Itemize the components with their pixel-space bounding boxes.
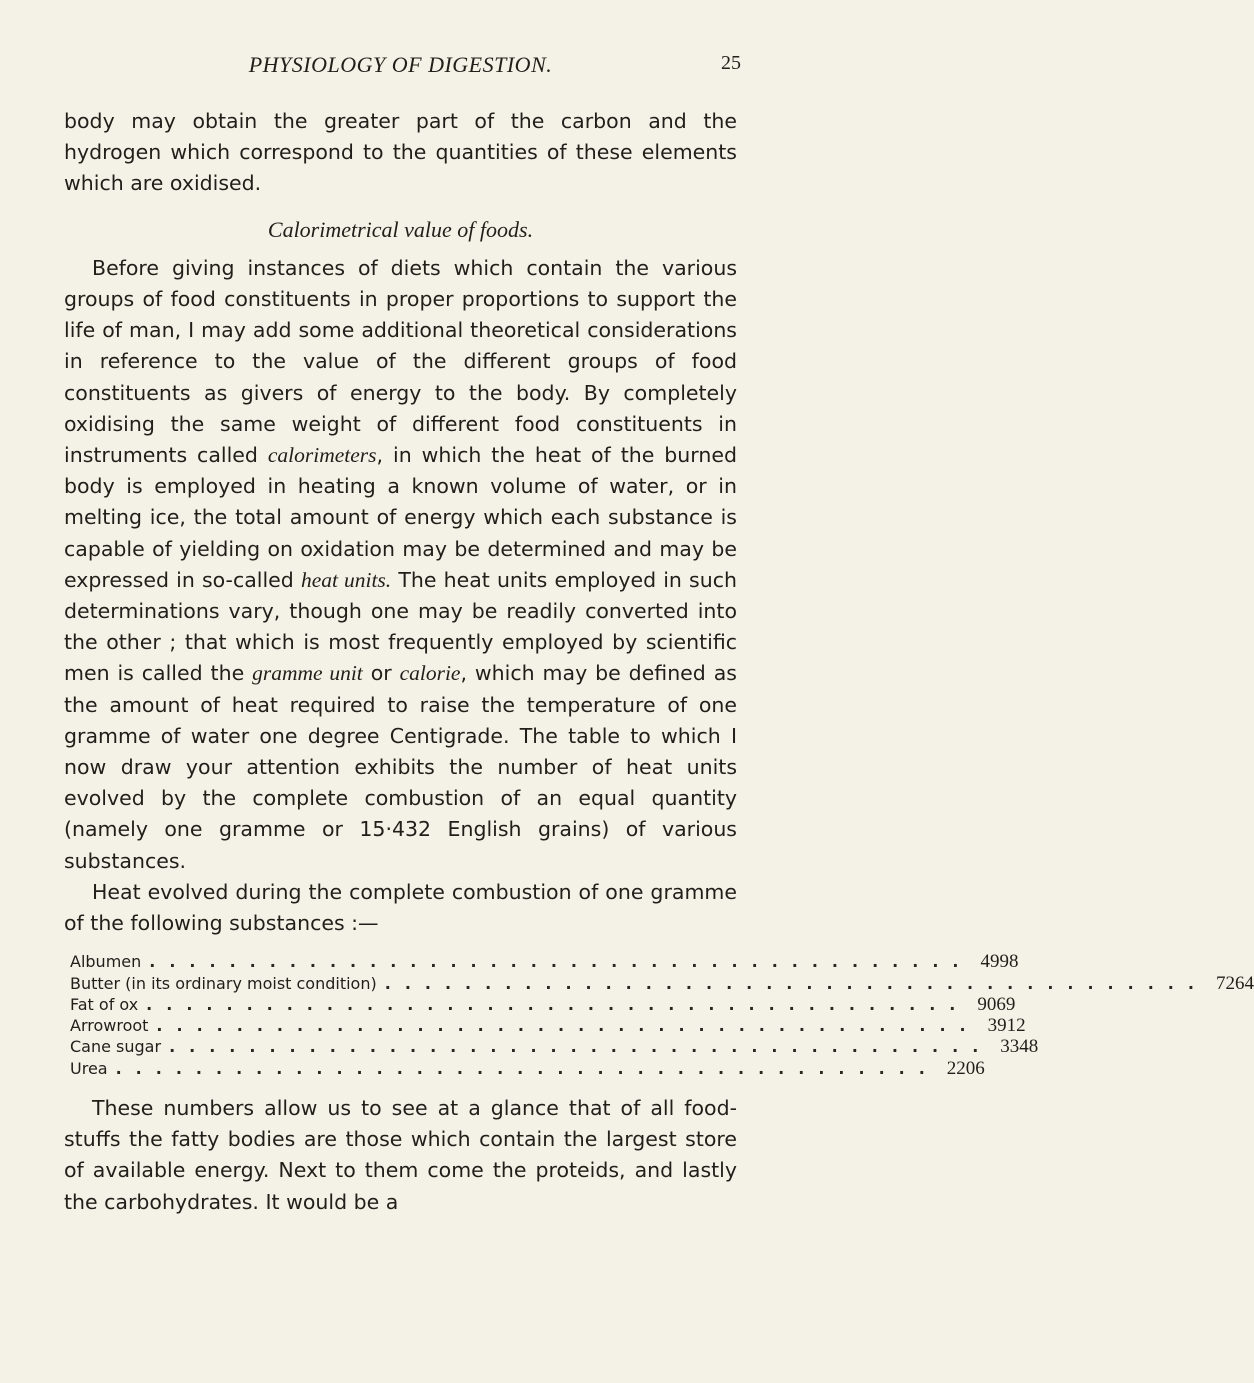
section-heading: Calorimetrical value of foods.	[267, 216, 534, 242]
table-row	[70, 1015, 1026, 1037]
running-head: PHYSIOLOGY OF DIGESTION.	[248, 52, 553, 77]
term-heat-units: heat units.	[300, 567, 392, 592]
row-value: 4998	[980, 951, 1019, 973]
body-text	[64, 106, 1254, 1218]
term-gramme-unit: gramme unit	[252, 661, 363, 686]
text-run: , in which the heat of the burned body is employed in heating a known volume of water, or in melting ice, the total amount of energy which each substance is capable of yielding on oxidation may be determined and may be expressed in so-called	[64, 443, 737, 592]
dot-leader: .........................................	[384, 973, 1208, 993]
table-row	[70, 993, 1016, 1015]
paragraph-table-intro: Heat evolved during the complete combustion of one gramme of the following substances :—	[64, 879, 737, 936]
page-number: 25	[721, 52, 741, 74]
row-label: Butter (in its ordinary moist condition)	[70, 973, 377, 993]
row-value: 3348	[1000, 1036, 1039, 1058]
heat-values-table	[70, 951, 1254, 1079]
table-row	[70, 1057, 985, 1079]
row-label: Albumen	[70, 952, 142, 972]
dot-leader: .........................................	[149, 952, 973, 972]
paragraph-conclusion: These numbers allow us to see at a glance that of all food-stuffs the fatty bodies are those which contain the largest store of available energy. Next to them come the proteids, and lastly the carbohydrates. It would be a	[64, 1096, 737, 1214]
text-run: Before giving instances of diets which contain the various groups of food constituents in proper proportions to support the life of man, I may add some additional theoretical considerations in reference to the value of the different groups of food constituents as givers of energy to the body. By completely oxidising the same weight of different food constituents in instruments called	[64, 255, 737, 468]
term-calorimeters: calorimeters	[267, 443, 377, 468]
dot-leader: .........................................	[156, 1016, 980, 1036]
row-value: 9069	[977, 993, 1016, 1015]
paragraph-continued: body may obtain the greater part of the carbon and the hydrogen which correspond to the quantities of these elements which are oxidised.	[64, 109, 737, 196]
table-row	[70, 951, 1019, 973]
paragraph-calorimetry	[64, 253, 737, 877]
text-run: , which may be defined as the amount of heat required to raise the temperature of one gramme of water one degree Centigrade. The table to which I now draw your attention exhibits the number of heat units evolved by the complete combustion of an equal quantity (namely one gramme or 15·432 English grains) of various substances.	[64, 661, 737, 873]
term-calorie: calorie	[399, 661, 461, 686]
text-run: The heat units employed in such determinations vary, though one may be readily converted into the other ; that which is most frequently employed by scientific men is called the	[64, 567, 737, 686]
row-label: Urea	[70, 1058, 108, 1078]
row-value: 2206	[946, 1057, 985, 1079]
row-value: 7264	[1215, 972, 1254, 994]
row-label: Cane sugar	[70, 1037, 162, 1057]
row-label: Fat of ox	[70, 994, 139, 1014]
dot-leader: .........................................	[169, 1037, 993, 1057]
text-run: or	[362, 661, 400, 686]
row-value: 3912	[987, 1015, 1026, 1037]
dot-leader: .........................................	[115, 1058, 939, 1078]
row-label: Arrowroot	[70, 1016, 149, 1036]
table-row	[70, 1036, 1039, 1058]
table-row	[70, 972, 1254, 994]
page-header	[0, 52, 801, 82]
dot-leader: .........................................	[146, 994, 970, 1014]
